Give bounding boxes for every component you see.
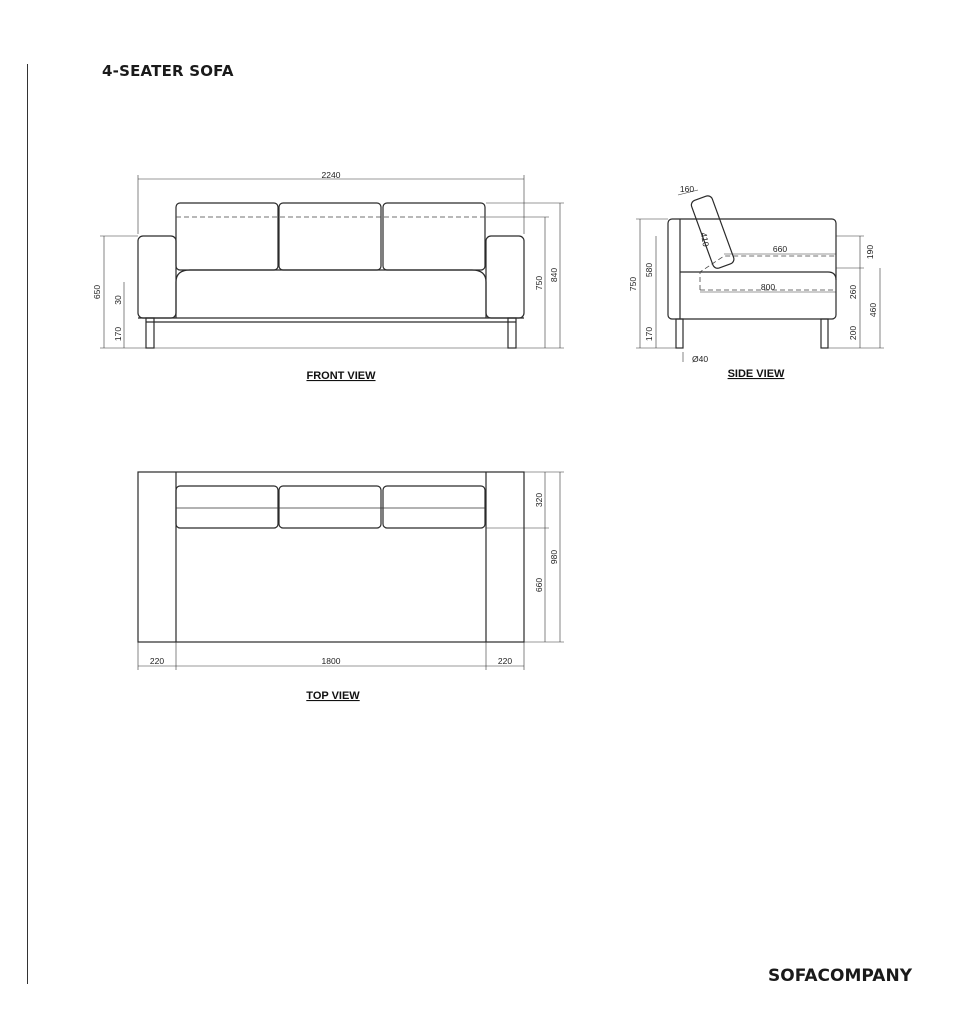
page-title: 4-SEATER SOFA — [102, 62, 234, 80]
dim-side-arm-height: 460 — [868, 302, 878, 318]
top-back-cushion-middle — [279, 486, 381, 528]
dim-side-depth-upper: 660 — [772, 244, 788, 254]
front-arm-left — [138, 236, 176, 318]
dim-side-depth-seat: 800 — [760, 282, 776, 292]
dim-front-leg-height: 170 — [113, 326, 123, 342]
dim-top-cushion-depth: 320 — [534, 492, 544, 508]
front-view — [92, 170, 564, 382]
side-leg-right — [821, 319, 828, 348]
side-view-label: SIDE VIEW — [727, 368, 785, 380]
side-leg-left — [676, 319, 683, 348]
dim-top-arm-left: 220 — [149, 656, 165, 666]
dim-front-total-width: 2240 — [321, 170, 341, 180]
dim-side-seat-height: 260 — [848, 284, 858, 300]
dim-top-seat-width: 1800 — [321, 656, 341, 666]
top-view — [138, 472, 564, 702]
front-view-label: FRONT VIEW — [306, 370, 376, 382]
front-arm-right — [486, 236, 524, 318]
top-back-cushion-left — [176, 486, 278, 528]
dim-side-cushion-width: 160 — [679, 184, 695, 194]
dim-top-total-depth: 980 — [549, 549, 559, 565]
top-outline — [138, 472, 524, 642]
top-view-label: TOP VIEW — [306, 690, 360, 702]
dim-side-leg-height: 170 — [644, 326, 654, 342]
dim-front-arm-height: 650 — [92, 284, 102, 300]
front-back-cushion-right — [383, 203, 485, 270]
dim-top-seat-depth: 660 — [534, 577, 544, 593]
front-seat-cushion — [176, 270, 486, 318]
dim-front-seat-back-height: 750 — [534, 275, 544, 291]
top-back-cushion-right — [383, 486, 485, 528]
side-body — [668, 219, 836, 319]
front-back-cushion-left — [176, 203, 278, 270]
side-back-cushion — [690, 194, 735, 269]
dim-top-arm-right: 220 — [497, 656, 513, 666]
dim-side-base-height: 200 — [848, 325, 858, 341]
brand-logo-text: SOFACOMPANY — [768, 966, 912, 986]
dim-side-leg-diameter: Ø40 — [692, 354, 709, 364]
dim-side-back-height: 580 — [644, 262, 654, 278]
dim-side-cushion-height: 410 — [698, 231, 712, 248]
dim-front-seat-gap: 30 — [113, 295, 123, 305]
dim-front-total-height: 840 — [549, 267, 559, 283]
dim-side-arm-thickness: 190 — [865, 244, 875, 260]
dim-side-overall-height: 750 — [628, 276, 638, 292]
side-view — [628, 184, 884, 380]
front-back-cushion-middle — [279, 203, 381, 270]
